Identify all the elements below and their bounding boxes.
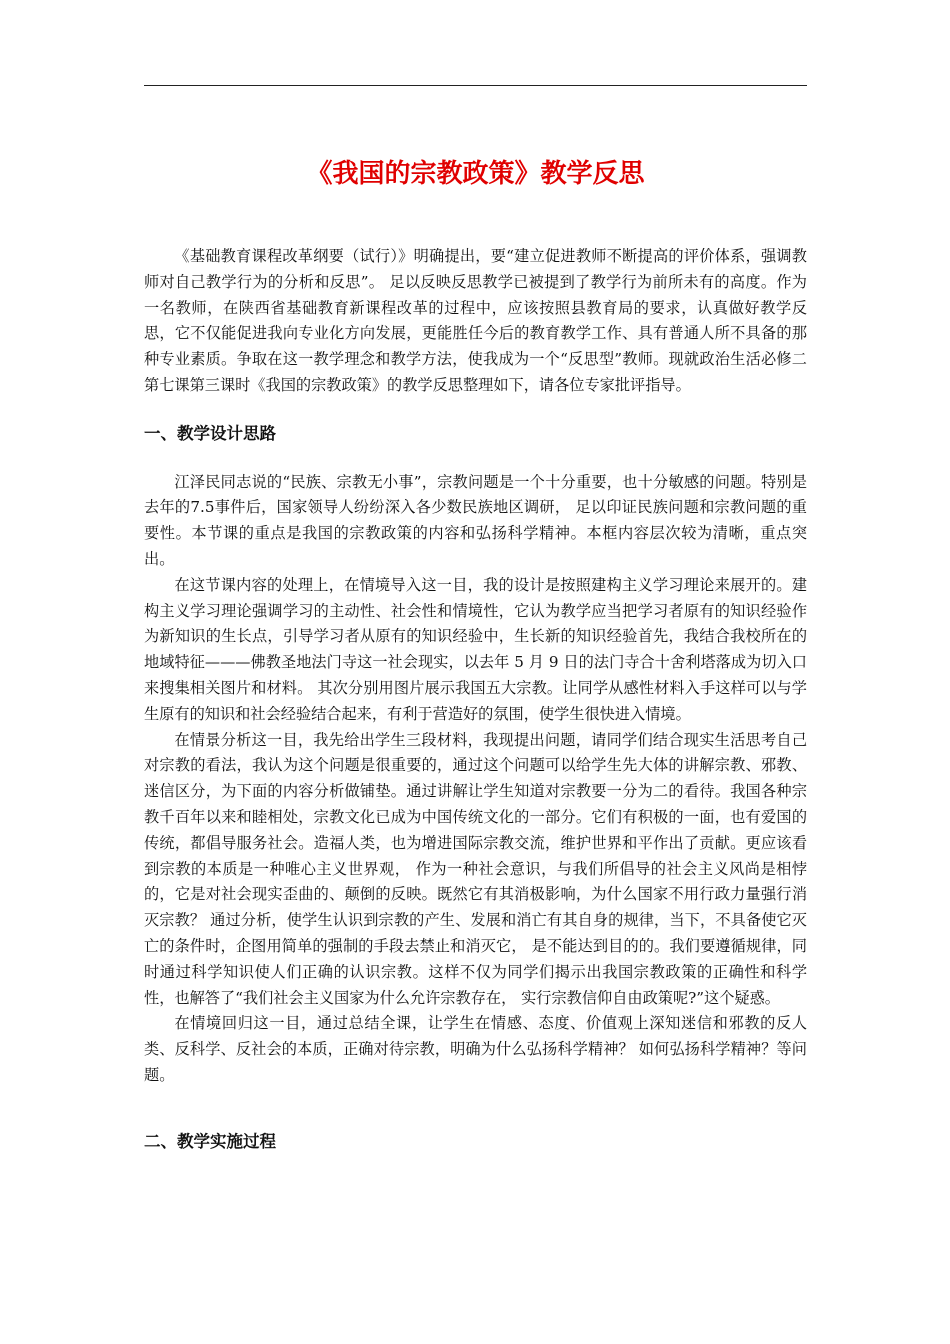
section-heading-2: 二、教学实施过程: [144, 1131, 276, 1151]
document-body: [144, 244, 807, 1155]
section-heading-1: 一、教学设计思路: [144, 423, 276, 443]
intro-paragraph: 《基础教育课程改革纲要（试行）》明确提出，要“建立促进教师不断提高的评价体系，强调教师对自己教学行为的分析和反思”。 足以反映反思教学已被提到了教学行为前所未有的高度。作为一名教师，在陕西省基础教育新课程改革的过程中，应该按照县教育局的要求，认真做好教学反思，它不仅能促进我向专业化方向发展，更能胜任今后的教育教学工作、具有普通人所不具备的那种专业素质。争取在这一教学理念和教学方法，使我成为一个“反思型”教师。现就政治生活必修二第七课第三课时《我国的宗教政策》的教学反思整理如下，请各位专家批评指导。: [144, 247, 807, 394]
body-paragraph: 江泽民同志说的“民族、宗教无小事”，宗教问题是一个十分重要，也十分敏感的问题。特别是去年的7.5事件后，国家领导人纷纷深入各少数民族地区调研， 足以印证民族问题和宗教问题的重要性。本节课的重点是我国的宗教政策的内容和弘扬科学精神。本框内容层次较为清晰，重点突出。: [144, 472, 807, 568]
header-rule: [144, 85, 807, 86]
body-paragraph: 在情景分析这一目，我先给出学生三段材料，我现提出问题，请同学们结合现实生活思考自己对宗教的看法，我认为这个问题是很重要的，通过这个问题可以给学生先大体的讲解宗教、邪教、迷信区分，为下面的内容分析做铺垫。通过讲解让学生知道对宗教要一分为二的看待。我国各种宗教千百年以来和睦相处，宗教文化已成为中国传统文化的一部分。它们有积极的一面，也有爱国的传统，都倡导服务社会。造福人类，也为增进国际宗教交流，维护世界和平作出了贡献。更应该看到宗教的本质是一种唯心主义世界观， 作为一种社会意识，与我们所倡导的社会主义风尚是相悖的，它是对社会现实歪曲的、颠倒的反映。既然它有其消极影响，为什么国家不用行政力量强行消灭宗教？ 通过分析，使学生认识到宗教的产生、发展和消亡有其自身的规律，当下，不具备使它灭亡的条件时，企图用简单的强制的手段去禁止和消灭它， 是不能达到目的的。我们要遵循规律，同时通过科学知识使人们正确的认识宗教。这样不仅为同学们揭示出我国宗教政策的正确性和科学性，也解答了“我们社会主义国家为什么允许宗教存在， 实行宗教信仰自由政策呢?”这个疑惑。: [144, 730, 807, 1007]
document-title: 《我国的宗教政策》教学反思: [306, 159, 645, 189]
body-paragraph: 在这节课内容的处理上，在情境导入这一目，我的设计是按照建构主义学习理论来展开的。建构主义学习理论强调学习的主动性、社会性和情境性，它认为教学应当把学习者原有的知识经验作为新知识的生长点，引导学习者从原有的知识经验中，生长新的知识经验首先，我结合我校所在的地域特征———佛教圣地法门寺这一社会现实，以去年 5 月 9 日的法门寺合十舍利塔落成为切入口来搜集相关图片和材料。 其次分别用图片展示我国五大宗教。让同学从感性材料入手这样可以与学生原有的知识和社会经验结合起来，有利于营造好的氛围，使学生很快进入情境。: [144, 575, 807, 723]
body-paragraph: 在情境回归这一目，通过总结全课，让学生在情感、态度、价值观上深知迷信和邪教的反人类、反科学、反社会的本质，正确对待宗教，明确为什么弘扬科学精神？ 如何弘扬科学精神？等问题。: [144, 1014, 807, 1084]
